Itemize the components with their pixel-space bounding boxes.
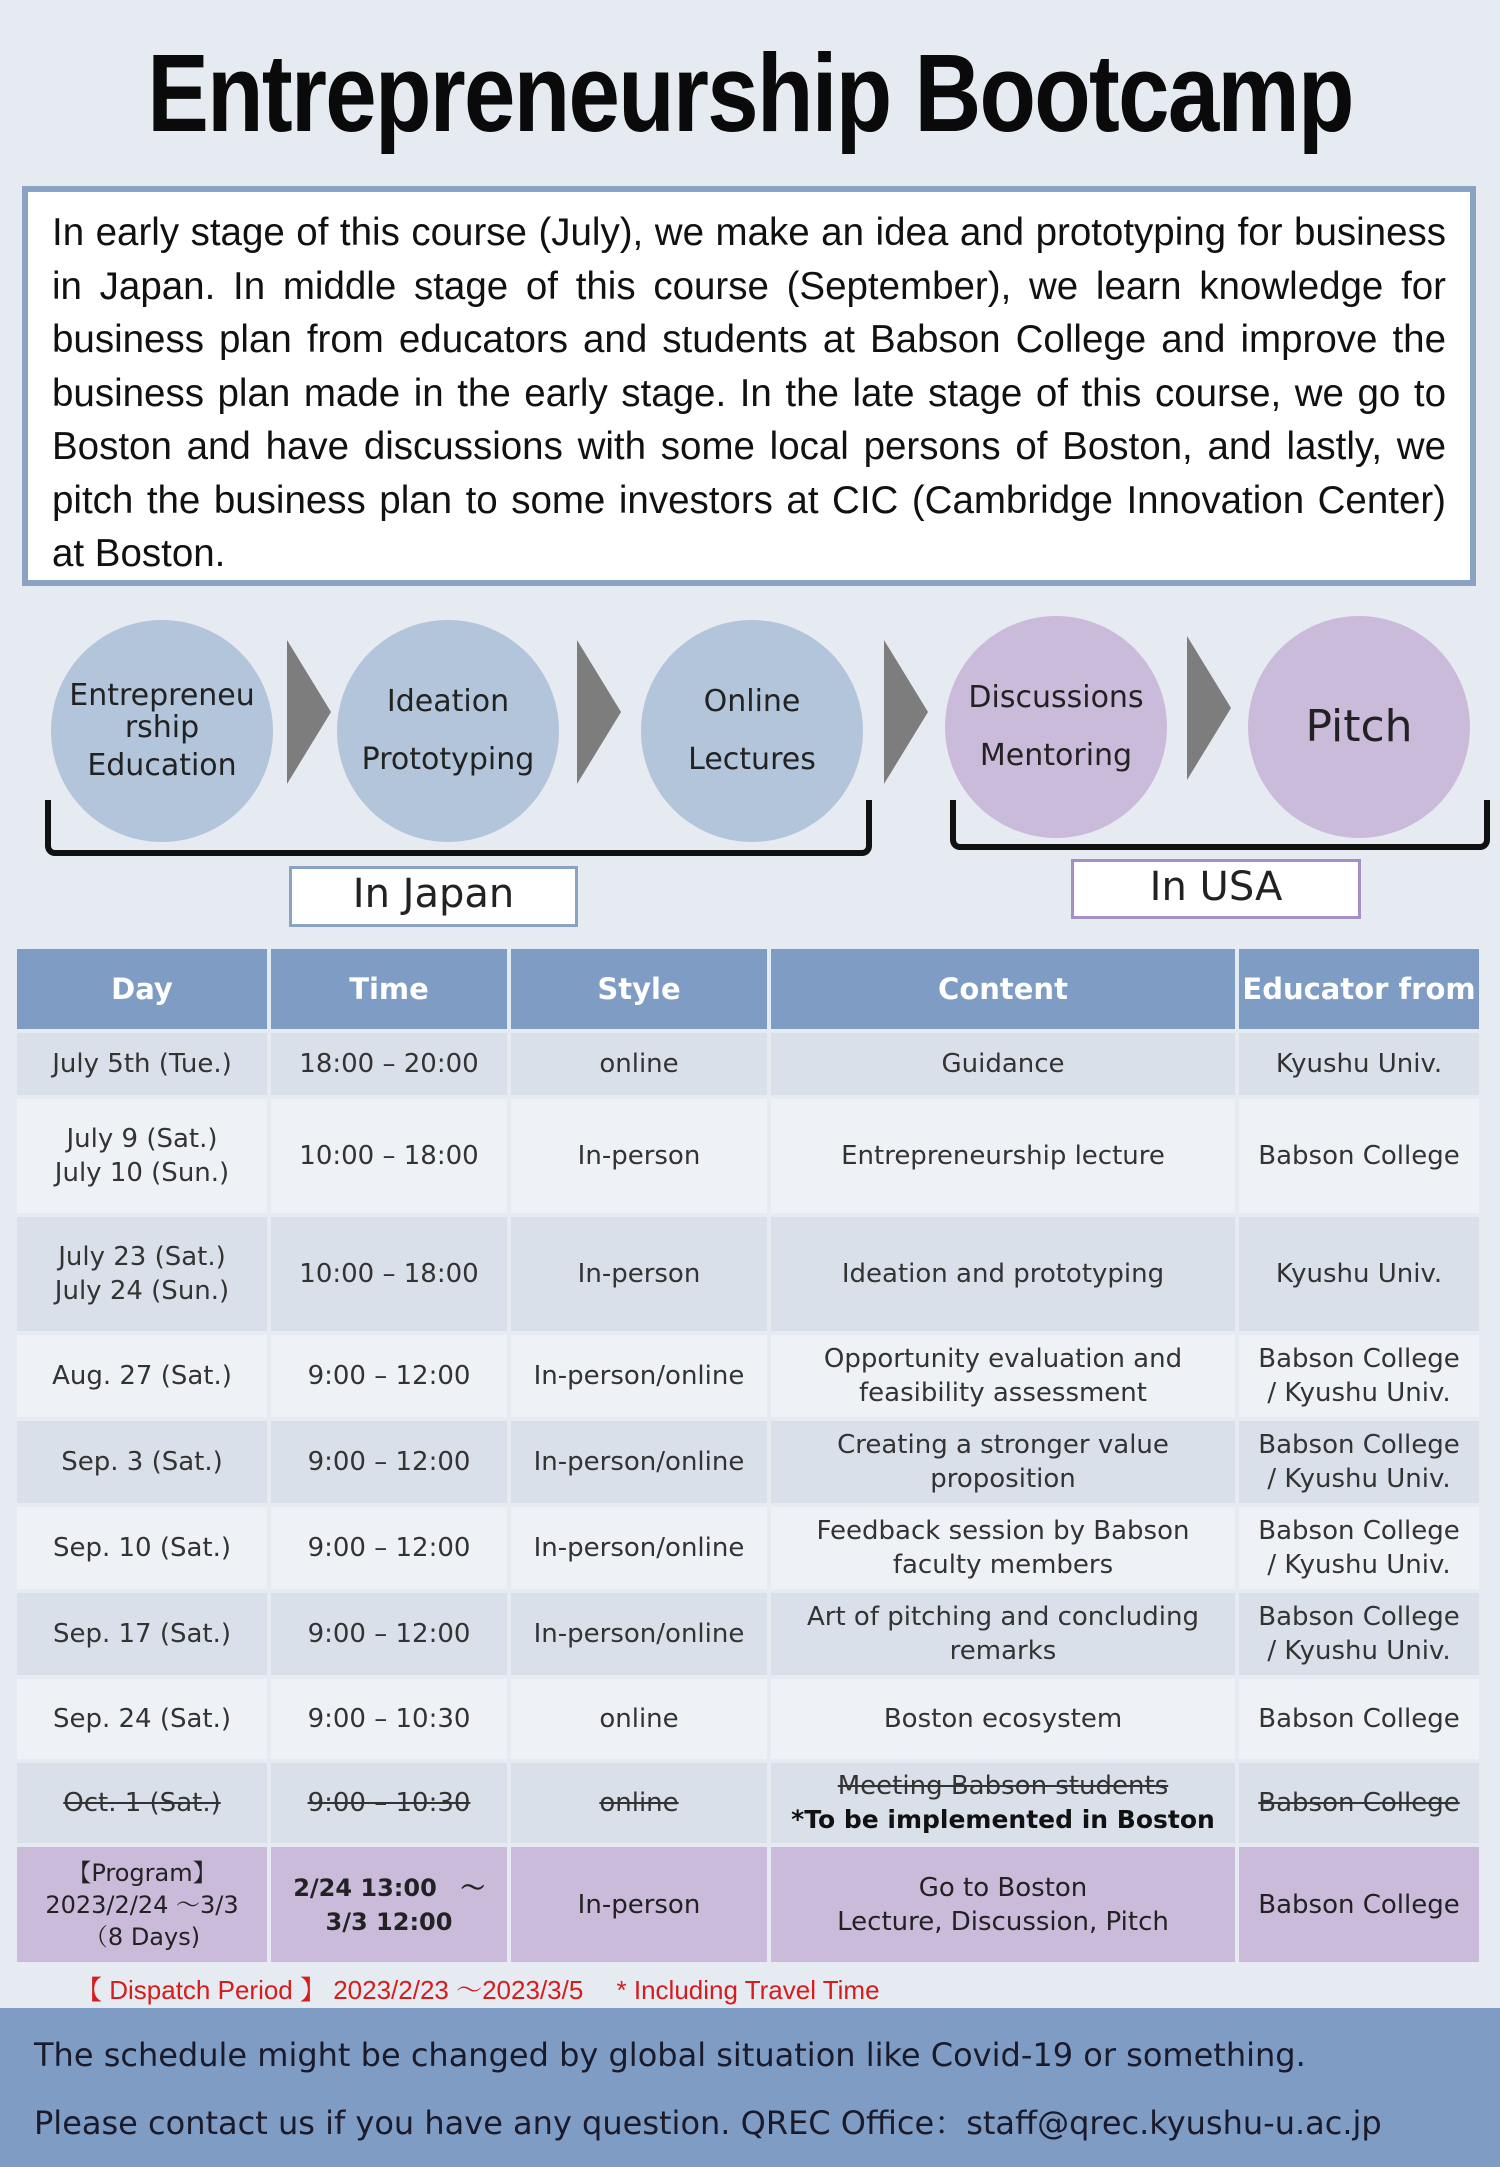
table-row <box>17 1593 1479 1675</box>
table-row <box>17 1099 1479 1213</box>
table-header-row <box>17 949 1479 1029</box>
step-label-line: Online <box>703 684 801 719</box>
cell-educator: Babson College <box>1239 1679 1479 1759</box>
cell-time: 9:00 – 12:00 <box>271 1335 507 1417</box>
footer-notice: The schedule might be changed by global situation like Covid-19 or something. <box>34 2036 1306 2074</box>
cell-style: online <box>511 1679 767 1759</box>
cell-style: online <box>511 1763 767 1843</box>
cell-day: July 23 (Sat.) July 24 (Sun.) <box>17 1217 267 1331</box>
cell-style: In-person/online <box>511 1335 767 1417</box>
cell-educator: Babson College / Kyushu Univ. <box>1239 1507 1479 1589</box>
cell-content: Opportunity evaluation and feasibility assessment <box>771 1335 1235 1417</box>
intro-paragraph: In early stage of this course (July), we make an idea and prototyping for business in Japan. In middle stage of this course (September), we learn knowledge for business plan from educators and students at Babson College and improve the business plan made in the early stage. In the late stage of this course, we go to Boston and have discussions with some local persons of Boston, and lastly, we pitch the business plan to some investors at CIC (Cambridge Innovation Center) at Boston. <box>22 186 1476 586</box>
cell-day: Sep. 17 (Sat.) <box>17 1593 267 1675</box>
table-row <box>17 1421 1479 1503</box>
cell-time: 9:00 – 12:00 <box>271 1593 507 1675</box>
cell-style: In-person <box>511 1847 767 1962</box>
cell-style: In-person/online <box>511 1593 767 1675</box>
table-row <box>17 1335 1479 1417</box>
flow-arrow-icon <box>884 640 928 784</box>
column-header: Time <box>271 949 507 1029</box>
cell-day: Sep. 24 (Sat.) <box>17 1679 267 1759</box>
region-label-usa: In USA <box>1071 859 1361 919</box>
cell-content: Ideation and prototyping <box>771 1217 1235 1331</box>
schedule-table <box>13 945 1483 1966</box>
dispatch-period-note: 【 Dispatch Period 】 2023/2/23 ～2023/3/5 * Including Travel Time <box>76 1975 880 2005</box>
cell-time: 9:00 – 10:30 <box>271 1679 507 1759</box>
cell-content: Guidance <box>771 1033 1235 1095</box>
cell-educator: Babson College / Kyushu Univ. <box>1239 1335 1479 1417</box>
cell-content: Feedback session by Babson faculty members <box>771 1507 1235 1589</box>
cell-day: July 9 (Sat.) July 10 (Sun.) <box>17 1099 267 1213</box>
table-row <box>17 1033 1479 1095</box>
footer-contact: Please contact us if you have any question. QREC Office：staff@qrec.kyushu-u.ac.jp <box>34 2104 1382 2142</box>
cell-educator: Kyushu Univ. <box>1239 1033 1479 1095</box>
step-label-line: Prototyping <box>361 742 535 777</box>
cell-day: Oct. 1 (Sat.) <box>17 1763 267 1843</box>
cell-content: Boston ecosystem <box>771 1679 1235 1759</box>
cell-time: 10:00 – 18:00 <box>271 1099 507 1213</box>
cell-time: 2/24 13:00 ～ 3/3 12:00 <box>271 1847 507 1962</box>
cell-style: In-person/online <box>511 1507 767 1589</box>
cell-time: 18:00 – 20:00 <box>271 1033 507 1095</box>
region-label-japan: In Japan <box>289 866 578 927</box>
cell-time: 9:00 – 12:00 <box>271 1421 507 1503</box>
cell-day: Sep. 3 (Sat.) <box>17 1421 267 1503</box>
step-label-line: Entrepreneu <box>69 678 255 713</box>
cell-content: Art of pitching and concluding remarks <box>771 1593 1235 1675</box>
cell-content: Entrepreneurship lecture <box>771 1099 1235 1213</box>
step-label-line: Mentoring <box>979 738 1133 773</box>
step-label-line: Lectures <box>688 742 816 777</box>
step-label-line: rship <box>124 710 200 745</box>
step-label-line: Discussions <box>968 680 1144 715</box>
column-header: Educator from <box>1239 949 1479 1029</box>
cell-time: 9:00 – 10:30 <box>271 1763 507 1843</box>
cell-content: Creating a stronger value proposition <box>771 1421 1235 1503</box>
cell-day: July 5th (Tue.) <box>17 1033 267 1095</box>
cell-style: In-person <box>511 1099 767 1213</box>
cell-educator: Babson College / Kyushu Univ. <box>1239 1421 1479 1503</box>
table-row <box>17 1217 1479 1331</box>
column-header: Content <box>771 949 1235 1029</box>
cancelled-row <box>17 1763 1479 1843</box>
footer <box>0 2008 1500 2167</box>
reschedule-note: *To be implemented in Boston <box>791 1805 1215 1834</box>
usa-bracket <box>950 800 1490 850</box>
cell-content: Meeting Babson students *To be implemented in Boston <box>771 1763 1235 1843</box>
column-header: Day <box>17 949 267 1029</box>
cell-content: Go to Boston Lecture, Discussion, Pitch <box>771 1847 1235 1962</box>
flow-arrow-icon <box>287 640 331 784</box>
flow-arrow-icon <box>577 640 621 784</box>
cell-time: 9:00 – 12:00 <box>271 1507 507 1589</box>
step-label-line: Ideation <box>386 684 510 719</box>
cell-style: In-person <box>511 1217 767 1331</box>
cell-day: Sep. 10 (Sat.) <box>17 1507 267 1589</box>
cell-educator: Babson College <box>1239 1763 1479 1843</box>
step-label-line: Education <box>87 748 237 783</box>
cell-educator: Babson College / Kyushu Univ. <box>1239 1593 1479 1675</box>
step-label-line: Pitch <box>1305 701 1413 752</box>
cell-day: 【Program】 2023/2/24 ～3/3 （8 Days) <box>17 1847 267 1962</box>
cell-educator: Kyushu Univ. <box>1239 1217 1479 1331</box>
column-header: Style <box>511 949 767 1029</box>
japan-bracket <box>45 800 872 856</box>
flow-arrow-icon <box>1187 636 1231 780</box>
cell-time: 10:00 – 18:00 <box>271 1217 507 1331</box>
cell-day: Aug. 27 (Sat.) <box>17 1335 267 1417</box>
cell-style: In-person/online <box>511 1421 767 1503</box>
program-row <box>17 1847 1479 1962</box>
table-row <box>17 1507 1479 1589</box>
cell-style: online <box>511 1033 767 1095</box>
page-title: Entrepreneurship Bootcamp <box>147 32 1353 155</box>
cell-educator: Babson College <box>1239 1099 1479 1213</box>
table-row <box>17 1679 1479 1759</box>
cell-educator: Babson College <box>1239 1847 1479 1962</box>
